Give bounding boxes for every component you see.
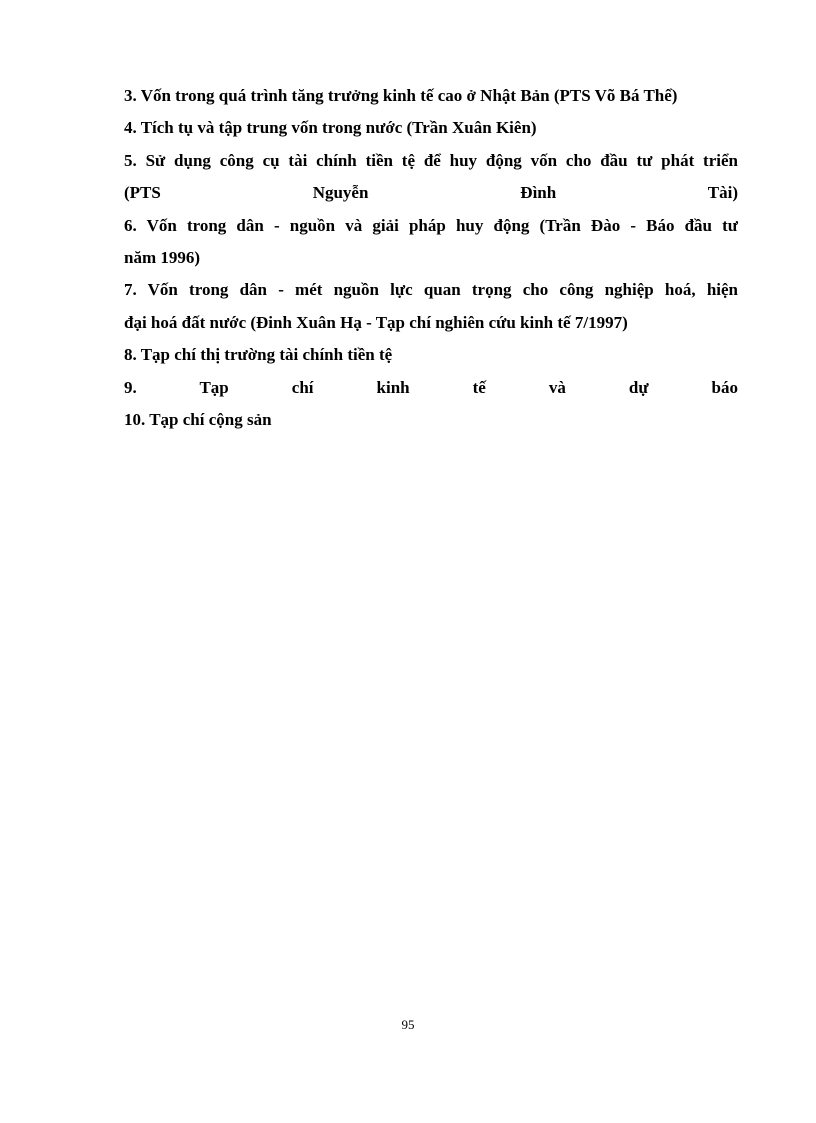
- reference-list: [124, 80, 738, 436]
- reference-item-10: 10. Tạp chí cộng sản: [124, 410, 272, 430]
- reference-item-7-line-1: 7. Vốn trong dân - mét nguồn lực quan trọng cho công nghiệp hoá, hiện: [124, 280, 738, 300]
- reference-item-5-line-1: 5. Sử dụng công cụ tài chính tiền tệ để huy động vốn cho đầu tư phát triển: [124, 150, 738, 170]
- reference-item-4: 4. Tích tụ và tập trung vốn trong nước (Trần Xuân Kiên): [124, 118, 537, 138]
- reference-item-6-line-2: năm 1996): [124, 248, 201, 268]
- reference-item-5-line-2: (PTS Nguyễn Đình Tài): [124, 183, 738, 203]
- reference-item-9: 9. Tạp chí kinh tế và dự báo: [124, 377, 738, 397]
- page-number: 95: [401, 1017, 415, 1032]
- reference-item-3: 3. Vốn trong quá trình tăng trưởng kinh tế cao ở Nhật Bản (PTS Võ Bá Thể): [124, 86, 678, 105]
- reference-item-6-line-1: 6. Vốn trong dân - nguồn và giải pháp huy động (Trần Đào - Báo đầu tư: [124, 215, 738, 235]
- reference-item-8: 8. Tạp chí thị trường tài chính tiền tệ: [124, 345, 393, 365]
- reference-item-7-line-2: đại hoá đất nước (Đinh Xuân Hạ - Tạp chí nghiên cứu kinh tế 7/1997): [124, 312, 628, 332]
